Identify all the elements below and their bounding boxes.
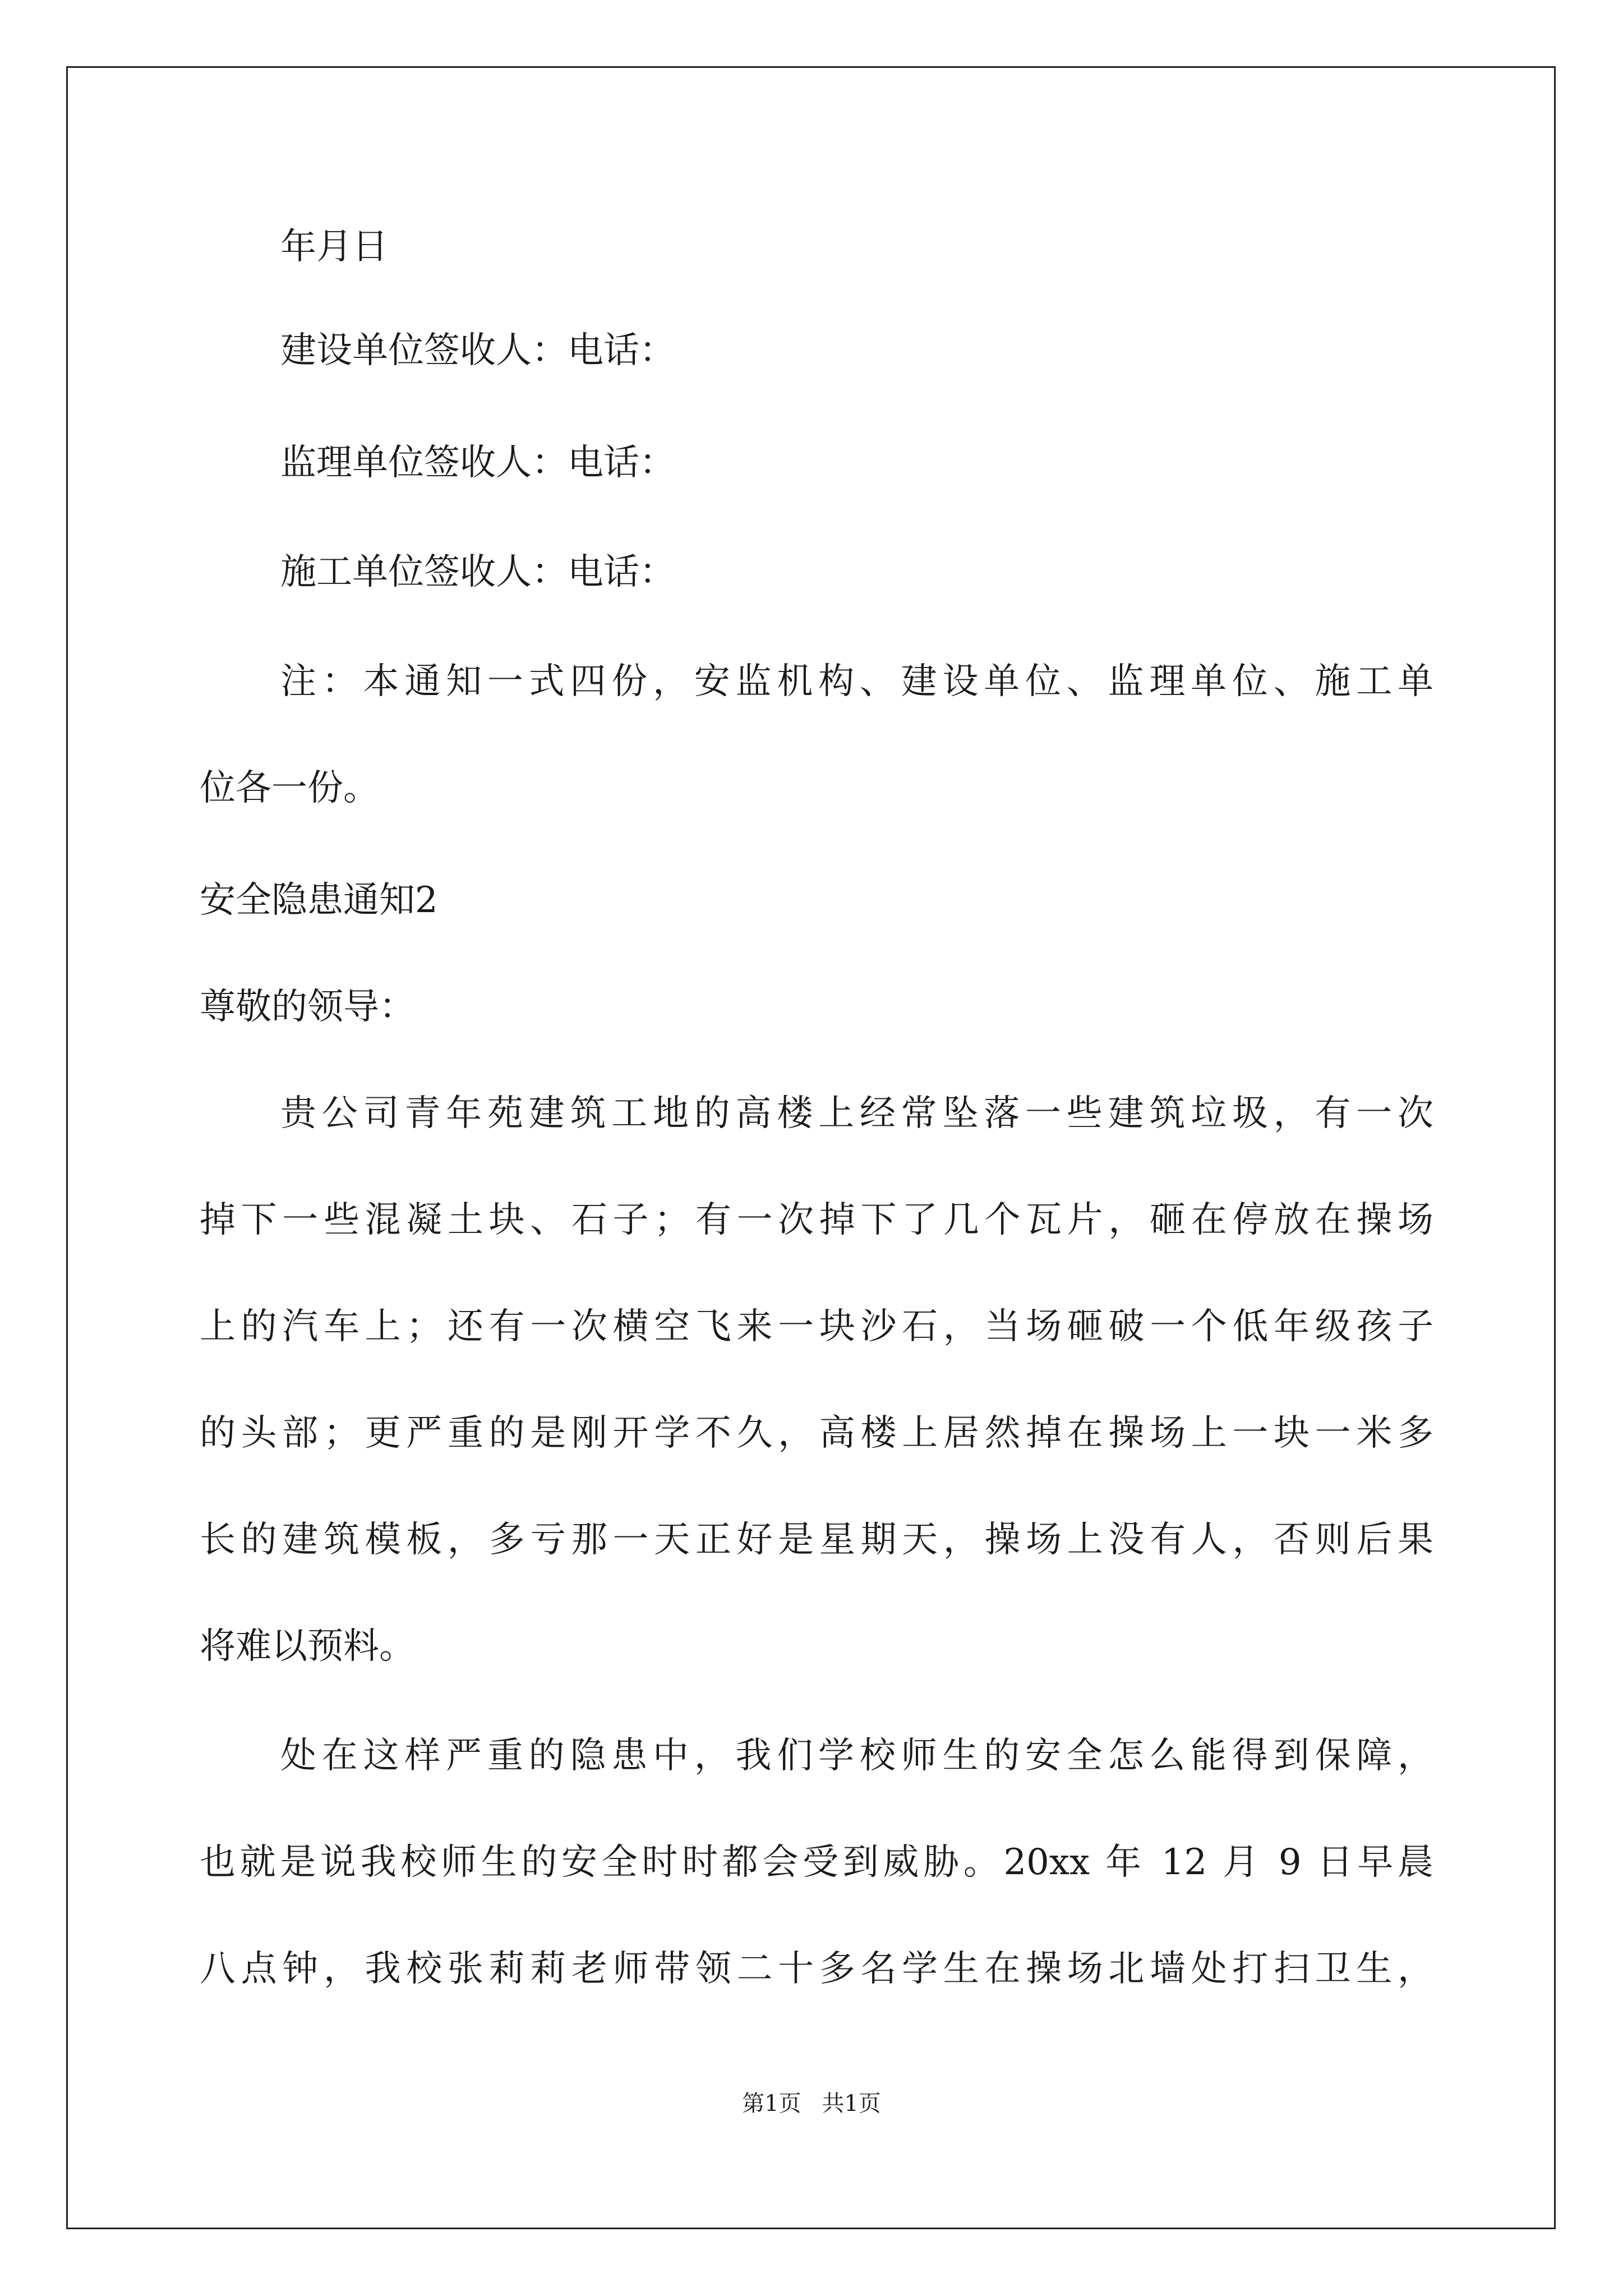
body-paragraph-2-line-3: 八点钟，我校张莉莉老师带领二十多名学生在操场北墙处打扫卫生， [200,1948,1433,1990]
body-paragraph-2-line-2: 也就是说我校师生的安全时时都会受到威胁。20xx 年 12 月 9 日早晨 [200,1842,1433,1883]
section-title: 安全隐患通知2 [200,880,438,921]
body-paragraph-1-line-6: 将难以预料。 [200,1626,415,1667]
total-pages: 共1页 [822,2091,881,2116]
note-paragraph-line-1: 注：本通知一式四份，安监机构、建设单位、监理单位、施工单 [280,661,1433,702]
date-placeholder-line: 年月日 [280,226,388,268]
note-paragraph-line-2: 位各一份。 [200,767,379,809]
body-paragraph-1-line-1: 贵公司青年苑建筑工地的高楼上经常坠落一些建筑垃圾，有一次 [280,1093,1433,1134]
supervision-unit-signature-line: 监理单位签收人：电话： [280,442,675,484]
construction-unit-signature-line: 建设单位签收人：电话： [280,330,675,371]
body-paragraph-1-line-3: 上的汽车上；还有一次横空飞来一块沙石，当场砸破一个低年级孩子 [200,1306,1433,1347]
salutation: 尊敬的领导： [200,986,415,1028]
page-footer [0,2087,1623,2120]
page-number: 第1页 [742,2091,801,2116]
body-paragraph-2-line-1: 处在这样严重的隐患中，我们学校师生的安全怎么能得到保障， [280,1735,1433,1777]
body-paragraph-1-line-4: 的头部；更严重的是刚开学不久，高楼上居然掉在操场上一块一米多 [200,1412,1433,1454]
page-border [66,66,1556,2229]
contractor-unit-signature-line: 施工单位签收人：电话： [280,551,675,593]
body-paragraph-1-line-2: 掉下一些混凝土块、石子；有一次掉下了几个瓦片，砸在停放在操场 [200,1199,1433,1241]
body-paragraph-1-line-5: 长的建筑模板，多亏那一天正好是星期天，操场上没有人，否则后果 [200,1519,1433,1561]
